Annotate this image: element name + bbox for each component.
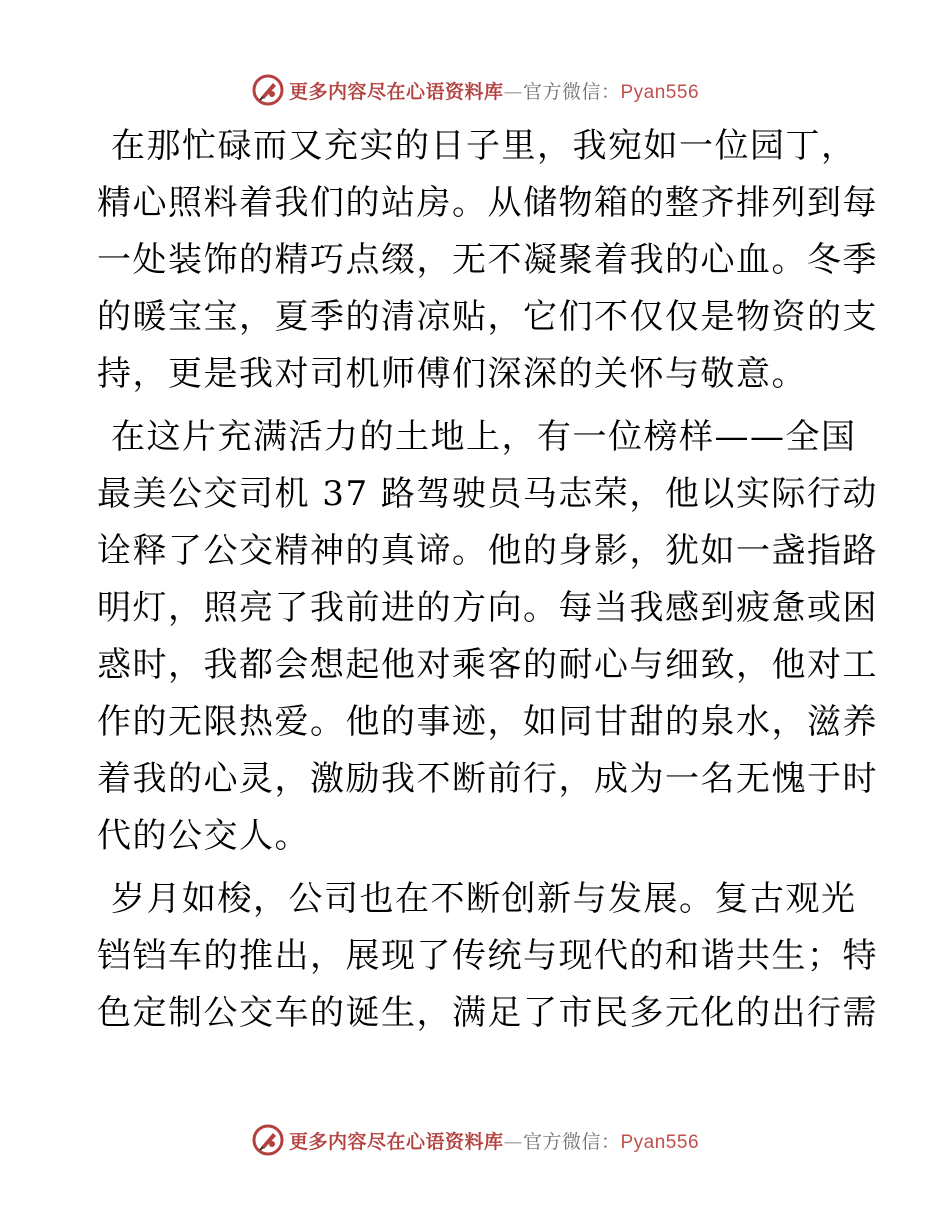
header-text [289,77,699,104]
text-line: 惑时，我都会想起他对乘客的耐心与细致，他对工 [97,645,878,685]
header-label: 官方微信： [522,80,621,103]
header-dash: — [503,80,523,103]
text-line: 岁月如梭，公司也在不断创新与发展。复古观光 [111,879,857,919]
text-line: 在这片充满活力的土地上，有一位榜样——全国 [111,417,857,457]
text-line: 精心照料着我们的站房。从储物箱的整齐排列到每 [97,183,878,223]
text-line: 色定制公交车的诞生，满足了市民多元化的出行需 [97,993,878,1033]
text-line: 代的公交人。 [97,816,310,856]
text-line: 在那忙碌而又充实的日子里，我宛如一位园丁， [111,126,857,166]
paragraph-3 [97,871,878,1042]
text-line: 一处装饰的精巧点缀，无不凝聚着我的心血。冬季 [97,240,878,280]
text-line: 铛铛车的推出，展现了传统与现代的和谐共生；特 [97,936,878,976]
text-line: 持，更是我对司机师傅们深深的关怀与敬意。 [97,354,807,394]
paragraph-1 [97,118,878,403]
quill-logo-icon [251,1123,285,1157]
footer-banner [0,1118,950,1162]
footer-account: Pyan556 [620,1131,700,1153]
header-account: Pyan556 [620,81,700,103]
header-brand: 更多内容尽在心语资料库 [288,80,504,103]
header-banner [0,68,950,112]
footer-brand: 更多内容尽在心语资料库 [288,1130,504,1153]
text-line: 作的无限热爱。他的事迹，如同甘甜的泉水，滋养 [97,702,878,742]
quill-logo-icon [251,73,285,107]
text-line: 着我的心灵，激励我不断前行，成为一名无愧于时 [97,759,878,799]
text-line: 的暖宝宝，夏季的清凉贴，它们不仅仅是物资的支 [97,297,878,337]
paragraph-2 [97,409,878,865]
text-line: 明灯，照亮了我前进的方向。每当我感到疲惫或困 [97,588,878,628]
text-line: 诠释了公交精神的真谛。他的身影，犹如一盏指路 [97,531,878,571]
text-line: 最美公交司机 37 路驾驶员马志荣，他以实际行动 [97,474,878,514]
document-body [97,118,878,1048]
footer-text [289,1127,699,1154]
footer-label: 官方微信： [522,1130,621,1153]
footer-dash: — [503,1130,523,1153]
